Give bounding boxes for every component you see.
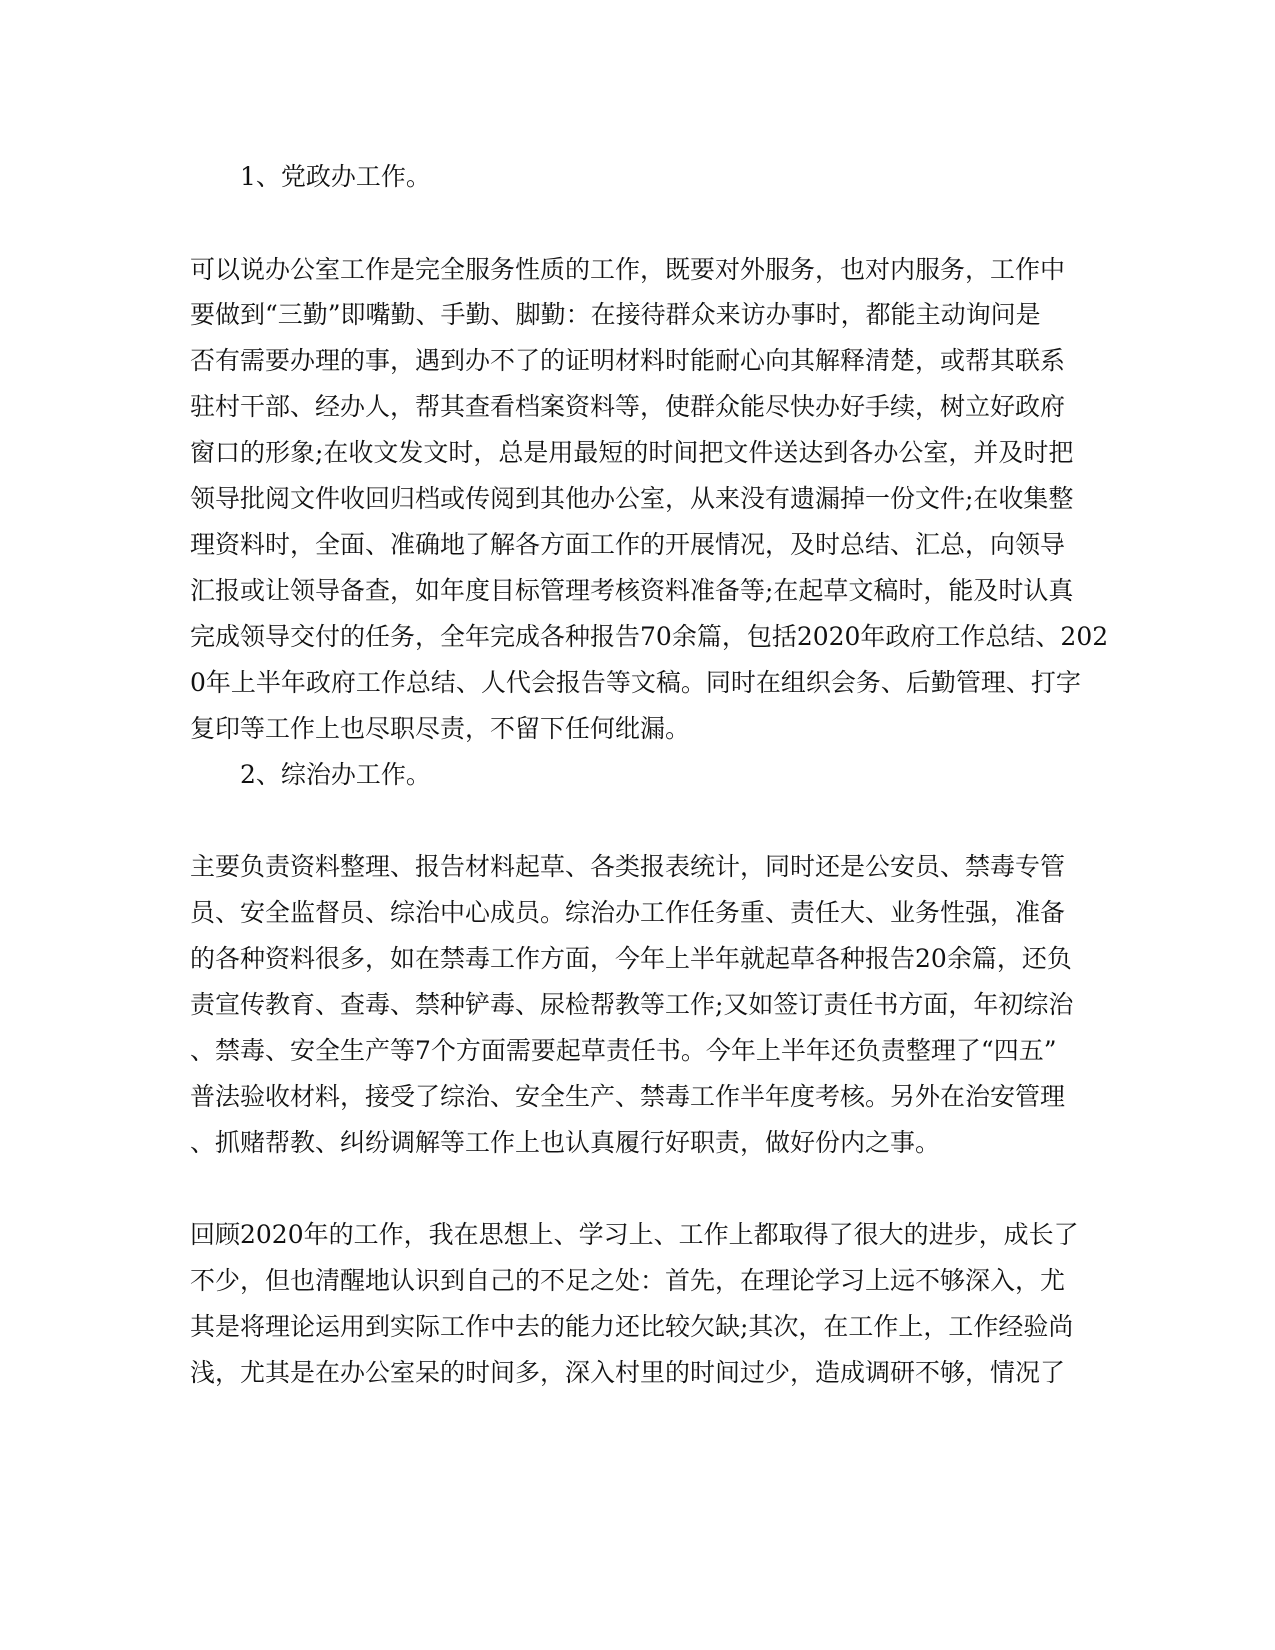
paragraph-line: 浅，尤其是在办公室呆的时间多，深入村里的时间过少，造成调研不够，情况了 (190, 1358, 1066, 1387)
paragraph-line: 汇报或让领导备查，如年度目标管理考核资料准备等;在起草文稿时，能及时认真 (190, 576, 1074, 605)
paragraph-line: 责宣传教育、查毒、禁种铲毒、尿检帮教等工作;又如签订责任书方面，年初综治 (190, 990, 1074, 1019)
paragraph-line: 0年上半年政府工作总结、人代会报告等文稿。同时在组织会务、后勤管理、打字 (190, 668, 1081, 697)
paragraph-line: 主要负责资料整理、报告材料起草、各类报表统计，同时还是公安员、禁毒专管 (190, 852, 1066, 881)
paragraph-line: 、抓赌帮教、纠纷调解等工作上也认真履行好职责，做好份内之事。 (190, 1128, 941, 1157)
paragraph-line: 员、安全监督员、综治中心成员。综治办工作任务重、责任大、业务性强，准备 (190, 898, 1066, 927)
paragraph-line: 普法验收材料，接受了综治、安全生产、禁毒工作半年度考核。另外在治安管理 (190, 1082, 1066, 1111)
paragraph-line: 复印等工作上也尽职尽责，不留下任何纰漏。 (190, 714, 691, 743)
section-1-heading: 1、党政办工作。 (240, 162, 431, 191)
section-2-heading: 2、综治办工作。 (240, 760, 431, 789)
paragraph-line: 回顾2020年的工作，我在思想上、学习上、工作上都取得了很大的进步，成长了 (190, 1220, 1079, 1249)
paragraph-line: 的各种资料很多，如在禁毒工作方面，今年上半年就起草各种报告20余篇，还负 (190, 944, 1072, 973)
paragraph-line: 可以说办公室工作是完全服务性质的工作，既要对外服务，也对内服务，工作中 (190, 255, 1066, 284)
paragraph-line: 、禁毒、安全生产等7个方面需要起草责任书。今年上半年还负责整理了“四五” (190, 1036, 1057, 1065)
paragraph-line: 理资料时，全面、准确地了解各方面工作的开展情况，及时总结、汇总，向领导 (190, 530, 1066, 559)
paragraph-line: 窗口的形象;在收文发文时，总是用最短的时间把文件送达到各办公室，并及时把 (190, 438, 1074, 467)
paragraph-line: 领导批阅文件收回归档或传阅到其他办公室，从来没有遗漏掉一份文件;在收集整 (190, 484, 1074, 513)
paragraph-line: 驻村干部、经办人，帮其查看档案资料等，使群众能尽快办好手续，树立好政府 (190, 392, 1066, 421)
paragraph-line: 完成领导交付的任务，全年完成各种报告70余篇，包括2020年政府工作总结、202 (190, 622, 1109, 651)
paragraph-line: 要做到“三勤”即嘴勤、手勤、脚勤：在接待群众来访办事时，都能主动询问是 (190, 300, 1041, 329)
paragraph-line: 否有需要办理的事，遇到办不了的证明材料时能耐心向其解释清楚，或帮其联系 (190, 346, 1066, 375)
paragraph-line: 其是将理论运用到实际工作中去的能力还比较欠缺;其次，在工作上，工作经验尚 (190, 1312, 1074, 1341)
paragraph-line: 不少，但也清醒地认识到自己的不足之处：首先，在理论学习上远不够深入，尤 (190, 1266, 1066, 1295)
